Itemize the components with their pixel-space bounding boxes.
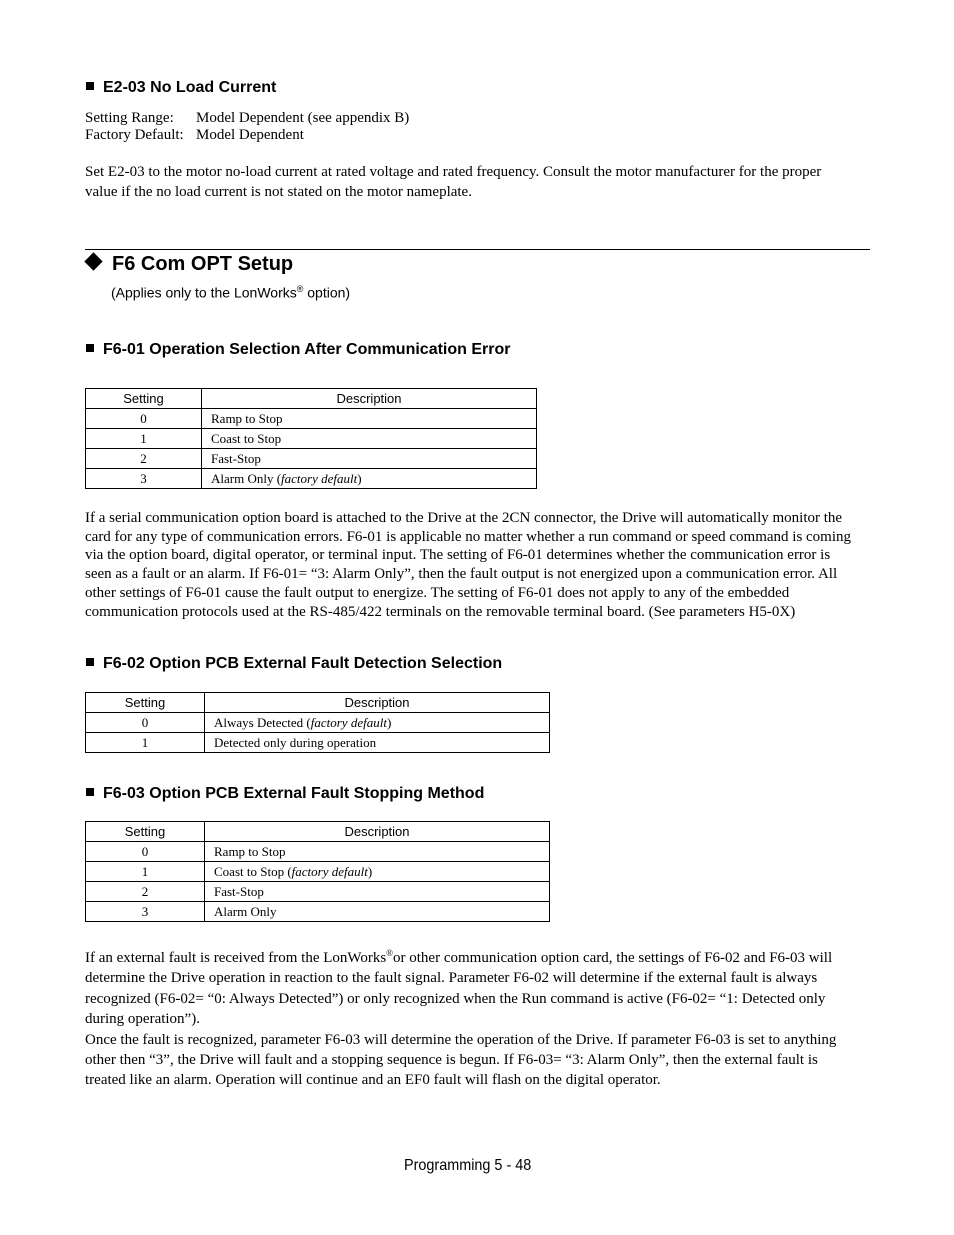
section-note: [111, 284, 350, 301]
e2-03-range: [85, 109, 409, 128]
description-cell: Detected only during operation: [205, 733, 550, 753]
factory-default-label: Factory Default:: [85, 127, 184, 143]
heading-text: F6-01 Operation Selection After Communication Error: [103, 341, 511, 358]
setting-cell: 1: [86, 429, 202, 449]
table-row: [86, 842, 550, 862]
table-header-row: [86, 822, 550, 842]
paragraph-line: Set E2-03 to the motor no-load current at rated voltage and rated frequency. Consult the motor manufacturer for the proper: [85, 164, 822, 180]
table-header-row: [86, 693, 550, 713]
note-text: (Applies only to the LonWorks: [111, 284, 297, 301]
heading-text: F6-02 Option PCB External Fault Detection Selection: [103, 655, 503, 672]
section-title-text: F6 Com OPT Setup: [112, 253, 294, 275]
f6-02-heading: [86, 655, 502, 673]
f6-01-paragraph: [85, 509, 885, 621]
bullet-square-icon: [86, 344, 94, 352]
f6-01-heading: [86, 341, 510, 359]
f6-03-heading: [86, 785, 484, 803]
diamond-bullet-icon: [84, 252, 102, 270]
column-header-description: Description: [202, 389, 537, 409]
registered-mark: ®: [386, 948, 394, 958]
table-row: [86, 429, 537, 449]
description-cell: Always Detected (factory default): [205, 713, 550, 733]
bullet-square-icon: [86, 658, 94, 666]
setting-cell: 1: [86, 862, 205, 882]
paragraph-line: via the option board, digital operator, or terminal input. The setting of F6-01 determines whether the communication error is: [85, 547, 831, 564]
description-cell: Fast-Stop: [205, 882, 550, 902]
factory-default-value: Model Dependent: [196, 127, 304, 143]
table-header-row: [86, 389, 537, 409]
paragraph-line: card for any type of communication errors. F6-01 is applicable no matter whether a run command or speed command is coming: [85, 528, 852, 545]
table-row: [86, 882, 550, 902]
registered-mark: ®: [296, 284, 304, 294]
e2-03-description: [85, 162, 885, 203]
factory-default-italic: factory default: [310, 714, 387, 730]
table-row: [86, 733, 550, 753]
paragraph-line: If a serial communication option board is attached to the Drive at the 2CN connector, the Drive will automatically monitor the: [85, 510, 843, 526]
paragraph-line: value if the no load current is not stated on the motor nameplate.: [85, 184, 472, 201]
description-cell: Alarm Only (factory default): [202, 469, 537, 489]
setting-cell: 2: [86, 449, 202, 469]
factory-default-italic: factory default: [291, 863, 368, 879]
bullet-square-icon: [86, 788, 94, 796]
section-title: [87, 253, 293, 276]
description-cell: Ramp to Stop: [202, 409, 537, 429]
e2-03-default: [85, 126, 304, 145]
column-header-setting: Setting: [86, 389, 202, 409]
paragraph-line: during operation”).: [85, 1011, 200, 1028]
setting-range-label: Setting Range:: [85, 110, 174, 126]
paragraph-line: seen as a fault or an alarm. If F6-01= “3: Alarm Only”, then the fault output is not energized upon a communication error. All: [85, 566, 838, 583]
f6-02-table: [85, 692, 550, 753]
e2-03-heading: [86, 79, 276, 97]
setting-cell: 0: [86, 842, 205, 862]
table-row: [86, 862, 550, 882]
paragraph-line: other settings of F6-01 cause the fault output to energize. The setting of F6-01 does not apply to any of the embedded: [85, 584, 790, 601]
paragraph-line: If an external fault is received from the LonWorks®or other communication option card, the settings of F6-02 and F6-03 will: [85, 948, 833, 966]
description-cell: Alarm Only: [205, 902, 550, 922]
description-cell: Fast-Stop: [202, 449, 537, 469]
setting-cell: 0: [86, 713, 205, 733]
table-row: [86, 902, 550, 922]
factory-default-italic: factory default: [281, 470, 358, 486]
f6-03-table: [85, 821, 550, 922]
setting-cell: 3: [86, 902, 205, 922]
table-row: [86, 469, 537, 489]
paragraph-line: Once the fault is recognized, parameter F6-03 will determine the operation of the Drive. If parameter F6-03 is set to anything: [85, 1031, 837, 1048]
section-divider: [85, 249, 870, 250]
paragraph-line: determine the Drive operation in reaction to the fault signal. Parameter F6-02 will determine if the external fault is always: [85, 970, 818, 987]
description-cell: Ramp to Stop: [205, 842, 550, 862]
setting-range-value: Model Dependent (see appendix B): [196, 110, 410, 126]
setting-cell: 1: [86, 733, 205, 753]
description-cell: Coast to Stop (factory default): [205, 862, 550, 882]
paragraph-line: treated like an alarm. Operation will continue and an EF0 fault will flash on the digital operator.: [85, 1072, 661, 1089]
setting-cell: 2: [86, 882, 205, 902]
table-row: [86, 409, 537, 429]
setting-cell: 3: [86, 469, 202, 489]
bullet-square-icon: [86, 82, 94, 90]
column-header-setting: Setting: [86, 822, 205, 842]
paragraph-line: recognized (F6-02= “0: Always Detected”) or only recognized when the Run command is active (F6-02= “1: Detected only: [85, 990, 826, 1007]
f6-01-table: [85, 388, 537, 489]
paragraph-line: communication protocols used at the RS-485/422 terminals on the removable terminal board. (See parameters H5-0X): [85, 603, 796, 620]
column-header-description: Description: [205, 693, 550, 713]
heading-text: F6-03 Option PCB External Fault Stopping Method: [103, 785, 485, 802]
setting-cell: 0: [86, 409, 202, 429]
note-text: option): [303, 284, 351, 301]
description-cell: Coast to Stop: [202, 429, 537, 449]
table-row: [86, 449, 537, 469]
heading-text: E2-03 No Load Current: [103, 79, 277, 96]
column-header-setting: Setting: [86, 693, 205, 713]
column-header-description: Description: [205, 822, 550, 842]
f6-03-paragraph: [85, 943, 885, 1091]
paragraph-line: other then “3”, the Drive will fault and a stopping sequence is begun. If F6-03= “3: Alarm Only”, then the external fault is: [85, 1052, 818, 1069]
page-footer: Programming 5 - 48: [404, 1157, 532, 1174]
table-row: [86, 713, 550, 733]
